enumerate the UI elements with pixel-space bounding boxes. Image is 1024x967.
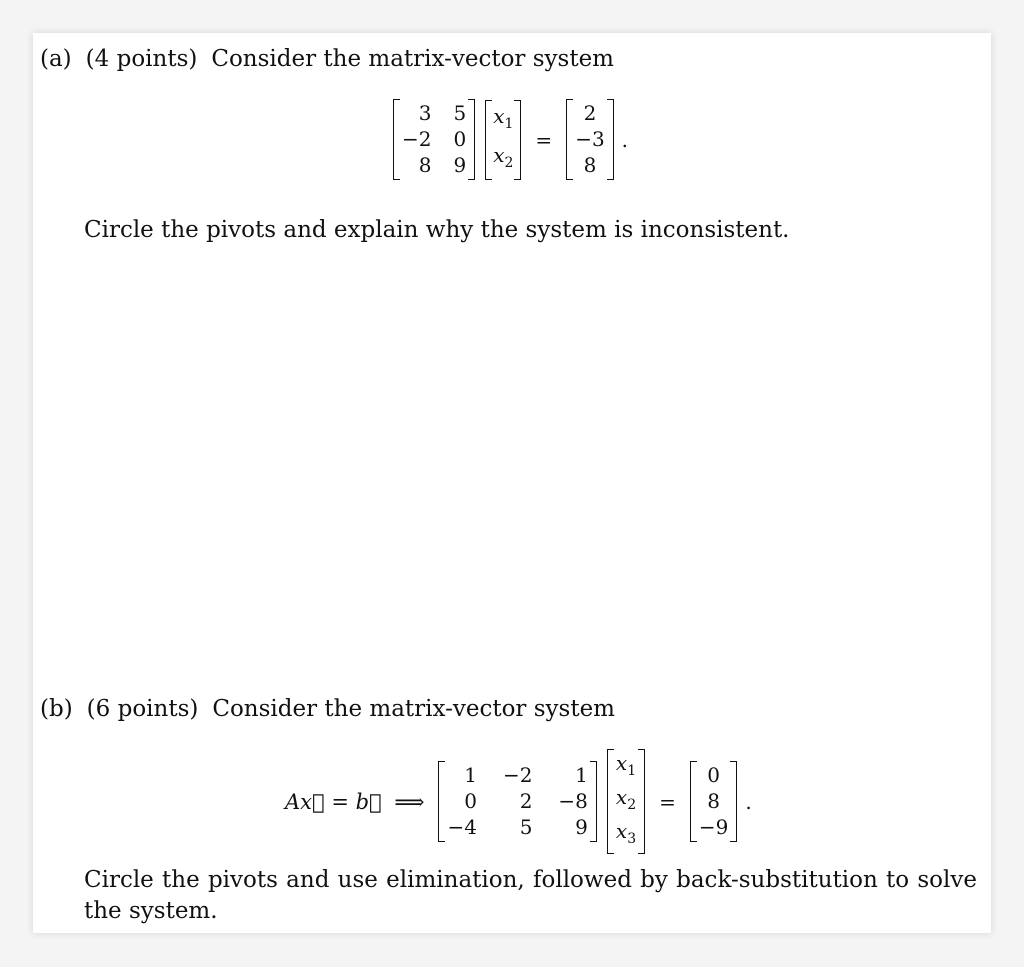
part-a-points: (4 points): [85, 46, 198, 72]
part-b-intro: Consider the matrix-vector system: [212, 696, 615, 722]
variable-entry: $x_3$: [615, 819, 637, 847]
matrix-entry: 9: [453, 153, 467, 177]
part-a-heading: [40, 46, 614, 72]
variable-entry: $x_1$: [615, 751, 637, 779]
part-b-label: (b): [40, 696, 73, 722]
part-b-lhs: Ax⃗ = b⃗ ⟹: [285, 789, 425, 814]
matrix-entry: 5: [519, 815, 533, 839]
rhs-entry: 0: [707, 763, 720, 787]
equation-period: .: [621, 127, 629, 152]
part-b-variable-vector: [607, 749, 645, 854]
part-a-coefficient-matrix: [393, 99, 475, 180]
matrix-entry: 1: [575, 763, 588, 787]
matrix-entry: 1: [464, 763, 477, 787]
part-b-instruction: Circle the pivots and use elimination, followed by back-substitution to solve the system.: [84, 867, 977, 924]
rhs-entry: −9: [698, 815, 729, 839]
rhs-entry: 8: [707, 789, 720, 813]
matrix-entry: −2: [502, 763, 533, 787]
variable-entry: $x_2$: [615, 785, 637, 813]
matrix-entry: 0: [453, 127, 467, 151]
rhs-entry: −3: [575, 127, 605, 151]
equals-sign: =: [535, 127, 553, 152]
rhs-entry: 2: [583, 101, 597, 125]
matrix-entry: 8: [418, 153, 432, 177]
matrix-entry: 9: [575, 815, 588, 839]
matrix-entry: −2: [402, 127, 432, 151]
part-b-equation: [285, 749, 752, 854]
equation-period: .: [745, 789, 752, 814]
part-b-heading: [40, 696, 615, 722]
part-b-points: (6 points): [86, 696, 199, 722]
part-b-rhs-vector: [690, 761, 737, 842]
equals-sign: =: [659, 789, 676, 814]
matrix-entry: 2: [519, 789, 533, 813]
part-a-equation: [393, 99, 628, 180]
variable-entry: $x_1$: [493, 103, 514, 132]
rhs-entry: 8: [583, 153, 597, 177]
part-b-coefficient-matrix: [438, 761, 596, 842]
part-a-intro: Consider the matrix-vector system: [211, 46, 614, 72]
matrix-entry: −8: [558, 789, 588, 813]
part-a-instruction: Circle the pivots and explain why the system is inconsistent.: [84, 217, 790, 243]
part-a-rhs-vector: [566, 99, 613, 180]
matrix-entry: 0: [464, 789, 477, 813]
matrix-entry: 5: [453, 101, 467, 125]
variable-entry: $x_2$: [493, 142, 514, 171]
matrix-entry: −4: [447, 815, 477, 839]
part-a-variable-vector: [485, 100, 521, 180]
part-a-label: (a): [40, 46, 72, 72]
problem-sheet: [33, 33, 991, 933]
matrix-entry: 3: [418, 101, 432, 125]
